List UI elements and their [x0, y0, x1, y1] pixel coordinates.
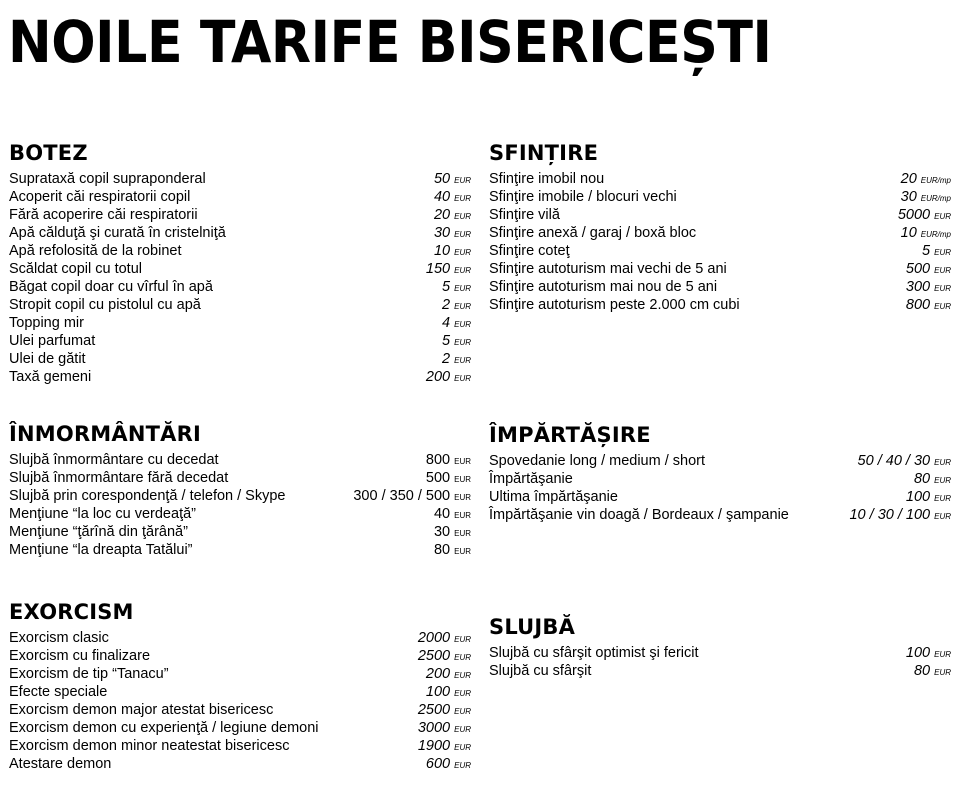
- price-row: [9, 296, 471, 314]
- item-price: [906, 278, 951, 298]
- price-row: [489, 506, 951, 524]
- price-row: [9, 260, 471, 278]
- price-unit: EUR: [934, 494, 951, 503]
- item-price: [901, 170, 951, 190]
- item-label: Slujbă înmormântare fără decedat: [9, 470, 229, 486]
- price-value: 2500: [417, 702, 451, 718]
- item-price: [418, 629, 471, 649]
- price-row: [489, 662, 951, 680]
- item-label: Ultima împărtăşanie: [489, 489, 618, 505]
- item-label: Băgat copil doar cu vîrful în apă: [9, 279, 213, 295]
- price-value: 800: [905, 297, 931, 313]
- price-value: 100: [425, 684, 451, 700]
- price-row: [9, 469, 471, 487]
- price-row: [9, 523, 471, 541]
- section-title-sfintire: SFINȚIRE: [489, 141, 599, 165]
- item-label: Sfinţire vilă: [489, 207, 560, 223]
- price-list-impartasire: [489, 452, 951, 524]
- item-label: Menţiune “ţărînă din ţărână”: [9, 524, 188, 540]
- item-label: Acoperit căi respiratorii copil: [9, 189, 191, 205]
- item-label: Exorcism demon minor neatestat bisericesc: [9, 738, 290, 754]
- price-value: 600: [425, 756, 451, 772]
- item-label: Sfinţire imobil nou: [489, 171, 605, 187]
- price-unit: EUR: [934, 284, 951, 293]
- item-price: [426, 665, 471, 685]
- price-value: 10: [433, 243, 451, 259]
- price-value: 5: [922, 243, 931, 259]
- item-label: Sfinţire anexă / garaj / boxă bloc: [489, 225, 697, 241]
- item-price: [849, 506, 951, 526]
- item-label: Sfinţire autoturism mai nou de 5 ani: [489, 279, 718, 295]
- item-label: Scăldat copil cu totul: [9, 261, 142, 277]
- price-value: 20: [900, 171, 917, 187]
- section-title-exorcism: EXORCISM: [9, 600, 134, 624]
- item-label: Slujbă prin corespondenţă / telefon / Skype: [9, 488, 286, 504]
- price-unit: EUR: [454, 457, 471, 466]
- item-price: [914, 470, 951, 490]
- price-row: [489, 242, 951, 260]
- price-unit: EUR: [454, 338, 471, 347]
- price-value: 30: [900, 189, 917, 205]
- item-label: Apă călduţă şi curată în cristelniţă: [9, 225, 226, 241]
- price-value: 80: [913, 471, 931, 487]
- section-sfintire: [489, 140, 951, 314]
- price-row: [9, 242, 471, 260]
- item-label: Împărtăşanie: [489, 471, 573, 487]
- item-price: [418, 719, 471, 739]
- item-price: [906, 296, 951, 316]
- price-row: [9, 451, 471, 469]
- price-unit: EUR: [934, 512, 951, 521]
- price-value: 40: [433, 189, 451, 205]
- item-price: [898, 206, 951, 226]
- price-unit: EUR: [454, 320, 471, 329]
- price-row: [489, 470, 951, 488]
- item-label: Exorcism clasic: [9, 630, 109, 646]
- price-value: 50: [433, 171, 451, 187]
- price-list-exorcism: [9, 629, 471, 773]
- price-unit: EUR/mp: [920, 176, 951, 185]
- section-slujba: [489, 614, 951, 680]
- price-value: 2: [442, 297, 451, 313]
- price-unit: EUR: [454, 511, 471, 520]
- price-unit: EUR: [454, 248, 471, 257]
- price-row: [9, 206, 471, 224]
- item-label: Ulei parfumat: [9, 333, 96, 349]
- price-value: 5: [442, 279, 451, 295]
- item-price: [858, 452, 951, 472]
- price-row: [9, 224, 471, 242]
- price-unit: EUR: [454, 671, 471, 680]
- price-value: 200: [425, 666, 451, 682]
- item-price: [901, 224, 951, 244]
- price-unit: EUR: [934, 458, 951, 467]
- price-value: 80: [433, 542, 451, 558]
- price-value: 3000: [417, 720, 451, 736]
- section-title-botez: BOTEZ: [9, 141, 88, 165]
- section-inmormantari: [9, 421, 471, 559]
- item-price: [901, 188, 951, 208]
- item-price: [426, 451, 471, 471]
- price-row: [9, 332, 471, 350]
- item-price: [442, 314, 471, 334]
- item-price: [353, 487, 471, 507]
- item-label: Spovedanie long / medium / short: [489, 453, 706, 469]
- section-title-inmormantari: ÎNMORMÂNTĂRI: [9, 422, 201, 446]
- price-unit: EUR: [454, 230, 471, 239]
- price-unit: EUR: [934, 248, 951, 257]
- price-unit: EUR: [934, 476, 951, 485]
- price-row: [9, 350, 471, 368]
- price-unit: EUR: [454, 176, 471, 185]
- price-unit: EUR: [454, 475, 471, 484]
- section-title-impartasire: ÎMPĂRTĂȘIRE: [489, 423, 651, 447]
- item-price: [426, 755, 471, 775]
- item-price: [434, 224, 471, 244]
- price-row: [9, 314, 471, 332]
- item-price: [426, 683, 471, 703]
- price-row: [9, 737, 471, 755]
- price-value: 300 / 350 / 500: [353, 488, 451, 504]
- item-price: [434, 242, 471, 262]
- price-value: 300: [905, 279, 931, 295]
- item-price: [442, 296, 471, 316]
- price-unit: EUR: [454, 212, 471, 221]
- price-list-sfintire: [489, 170, 951, 314]
- price-row: [489, 206, 951, 224]
- price-row: [489, 224, 951, 242]
- price-row: [489, 170, 951, 188]
- price-value: 500: [905, 261, 931, 277]
- item-label: Exorcism demon cu experienţă / legiune demoni: [9, 720, 319, 736]
- item-label: Exorcism cu finalizare: [9, 648, 151, 664]
- item-price: [914, 662, 951, 682]
- price-value: 30: [433, 225, 451, 241]
- price-value: 40: [433, 506, 451, 522]
- item-label: Sfinţire imobile / blocuri vechi: [489, 189, 677, 205]
- price-unit: EUR: [454, 635, 471, 644]
- price-unit: EUR: [934, 650, 951, 659]
- price-unit: EUR: [934, 668, 951, 677]
- price-unit: EUR: [454, 761, 471, 770]
- item-label: Atestare demon: [9, 756, 112, 772]
- price-row: [9, 647, 471, 665]
- price-value: 5: [442, 333, 451, 349]
- item-label: Menţiune “la dreapta Tatălui”: [9, 542, 193, 558]
- price-unit: EUR: [454, 689, 471, 698]
- price-row: [9, 170, 471, 188]
- item-price: [418, 737, 471, 757]
- price-list-botez: [9, 170, 471, 386]
- price-row: [489, 296, 951, 314]
- item-price: [426, 260, 471, 280]
- price-unit: EUR: [934, 212, 951, 221]
- item-price: [906, 644, 951, 664]
- item-label: Slujbă cu sfârşit: [489, 663, 592, 679]
- section-title-slujba: SLUJBĂ: [489, 615, 576, 639]
- price-row: [489, 278, 951, 296]
- price-unit: EUR: [454, 493, 471, 502]
- price-value: 20: [433, 207, 451, 223]
- price-value: 50 / 40 / 30: [857, 453, 931, 469]
- item-price: [434, 523, 471, 543]
- item-price: [434, 541, 471, 561]
- item-label: Exorcism demon major atestat bisericesc: [9, 702, 274, 718]
- item-price: [442, 332, 471, 352]
- price-row: [9, 278, 471, 296]
- item-label: Sfinţire autoturism peste 2.000 cm cubi: [489, 297, 740, 313]
- price-row: [489, 260, 951, 278]
- price-unit: EUR: [454, 707, 471, 716]
- price-unit: EUR: [454, 374, 471, 383]
- price-row: [9, 188, 471, 206]
- page-title: NOILE TARIFE BISERICEȘTI: [8, 8, 772, 76]
- price-unit: EUR: [934, 266, 951, 275]
- item-label: Taxă gemeni: [9, 369, 92, 385]
- price-row: [9, 719, 471, 737]
- item-price: [434, 206, 471, 226]
- item-label: Menţiune “la loc cu verdeaţă”: [9, 506, 196, 522]
- item-price: [426, 469, 471, 489]
- price-unit: EUR: [454, 547, 471, 556]
- item-label: Slujbă înmormântare cu decedat: [9, 452, 219, 468]
- item-price: [906, 260, 951, 280]
- price-unit: EUR: [454, 743, 471, 752]
- price-value: 800: [425, 452, 451, 468]
- price-value: 2: [442, 351, 451, 367]
- price-unit: EUR: [454, 302, 471, 311]
- item-price: [426, 368, 471, 388]
- price-value: 1900: [417, 738, 451, 754]
- item-price: [418, 701, 471, 721]
- item-price: [922, 242, 951, 262]
- price-row: [9, 755, 471, 773]
- price-unit: EUR: [454, 653, 471, 662]
- price-row: [489, 488, 951, 506]
- price-row: [9, 368, 471, 386]
- price-row: [9, 683, 471, 701]
- item-label: Slujbă cu sfârşit optimist şi fericit: [489, 645, 699, 661]
- price-unit: EUR/mp: [920, 230, 951, 239]
- price-row: [9, 629, 471, 647]
- price-unit: EUR: [454, 266, 471, 275]
- price-row: [9, 505, 471, 523]
- item-label: Împărtăşanie vin doagă / Bordeaux / şampanie: [489, 507, 789, 523]
- section-impartasire: [489, 422, 951, 524]
- item-price: [442, 278, 471, 298]
- item-label: Suprataxă copil supraponderal: [9, 171, 206, 187]
- price-value: 4: [442, 315, 451, 331]
- price-row: [489, 644, 951, 662]
- item-label: Efecte speciale: [9, 684, 108, 700]
- item-price: [442, 350, 471, 370]
- item-label: Apă refolosită de la robinet: [9, 243, 182, 259]
- price-row: [489, 188, 951, 206]
- price-unit: EUR: [454, 194, 471, 203]
- item-price: [906, 488, 951, 508]
- item-label: Sfinţire coteţ: [489, 243, 570, 259]
- price-value: 10 / 30 / 100: [849, 507, 931, 523]
- price-unit: EUR: [934, 302, 951, 311]
- item-label: Stropit copil cu pistolul cu apă: [9, 297, 201, 313]
- section-botez: [9, 140, 471, 386]
- price-list-slujba: [489, 644, 951, 680]
- price-unit: EUR/mp: [920, 194, 951, 203]
- price-row: [489, 452, 951, 470]
- item-label: Ulei de gătit: [9, 351, 86, 367]
- item-label: Exorcism de tip “Tanacu”: [9, 666, 169, 682]
- price-row: [9, 665, 471, 683]
- price-list-inmormantari: [9, 451, 471, 559]
- price-value: 2500: [417, 648, 451, 664]
- item-label: Fără acoperire căi respiratorii: [9, 207, 198, 223]
- price-unit: EUR: [454, 356, 471, 365]
- price-row: [9, 487, 471, 505]
- item-label: Topping mir: [9, 315, 84, 331]
- price-value: 150: [425, 261, 451, 277]
- item-price: [434, 505, 471, 525]
- price-value: 10: [900, 225, 917, 241]
- item-price: [434, 170, 471, 190]
- item-label: Sfinţire autoturism mai vechi de 5 ani: [489, 261, 727, 277]
- price-row: [9, 541, 471, 559]
- item-price: [418, 647, 471, 667]
- price-value: 2000: [417, 630, 451, 646]
- price-value: 30: [433, 524, 451, 540]
- price-value: 500: [425, 470, 451, 486]
- item-price: [434, 188, 471, 208]
- section-exorcism: [9, 599, 471, 773]
- price-unit: EUR: [454, 529, 471, 538]
- price-unit: EUR: [454, 725, 471, 734]
- price-value: 200: [425, 369, 451, 385]
- price-value: 100: [905, 645, 931, 661]
- price-value: 5000: [897, 207, 931, 223]
- price-value: 100: [905, 489, 931, 505]
- price-value: 80: [913, 663, 931, 679]
- price-row: [9, 701, 471, 719]
- price-unit: EUR: [454, 284, 471, 293]
